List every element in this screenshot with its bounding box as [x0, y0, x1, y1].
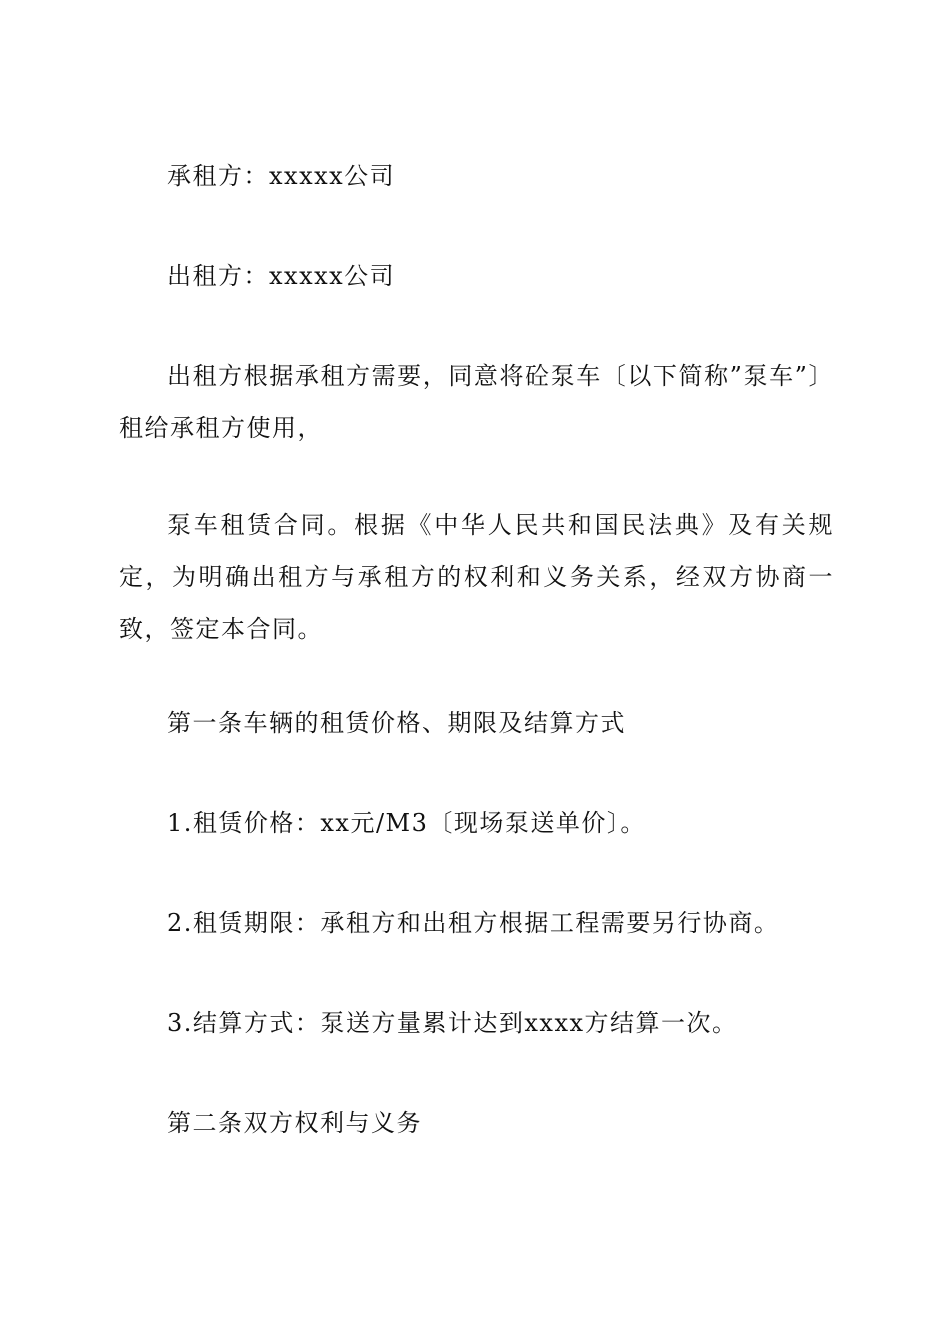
rental-price-item: 1.租赁价格：xx元/M3〔现场泵送单价〕。 [167, 809, 646, 837]
lessee-line: 承租方：xxxxx公司 [167, 162, 396, 190]
agreement-paragraph: 出租方根据承租方需要，同意将砼泵车〔以下简称”泵车”〕租给承租方使用， [119, 362, 834, 442]
settlement-item: 3.结算方式：泵送方量累计达到xxxx方结算一次。 [167, 1009, 738, 1037]
lessor-line: 出租方：xxxxx公司 [167, 262, 396, 290]
article-two-heading: 第二条双方权利与义务 [167, 1109, 422, 1137]
rental-period-item: 2.租赁期限：承租方和出租方根据工程需要另行协商。 [167, 909, 780, 937]
contract-basis-paragraph: 泵车租赁合同。根据《中华人民共和国民法典》及有关规定，为明确出租方与承租方的权利和义务关系，经双方协商一致，签定本合同。 [119, 511, 834, 643]
article-one-heading: 第一条车辆的租赁价格、期限及结算方式 [167, 709, 626, 737]
